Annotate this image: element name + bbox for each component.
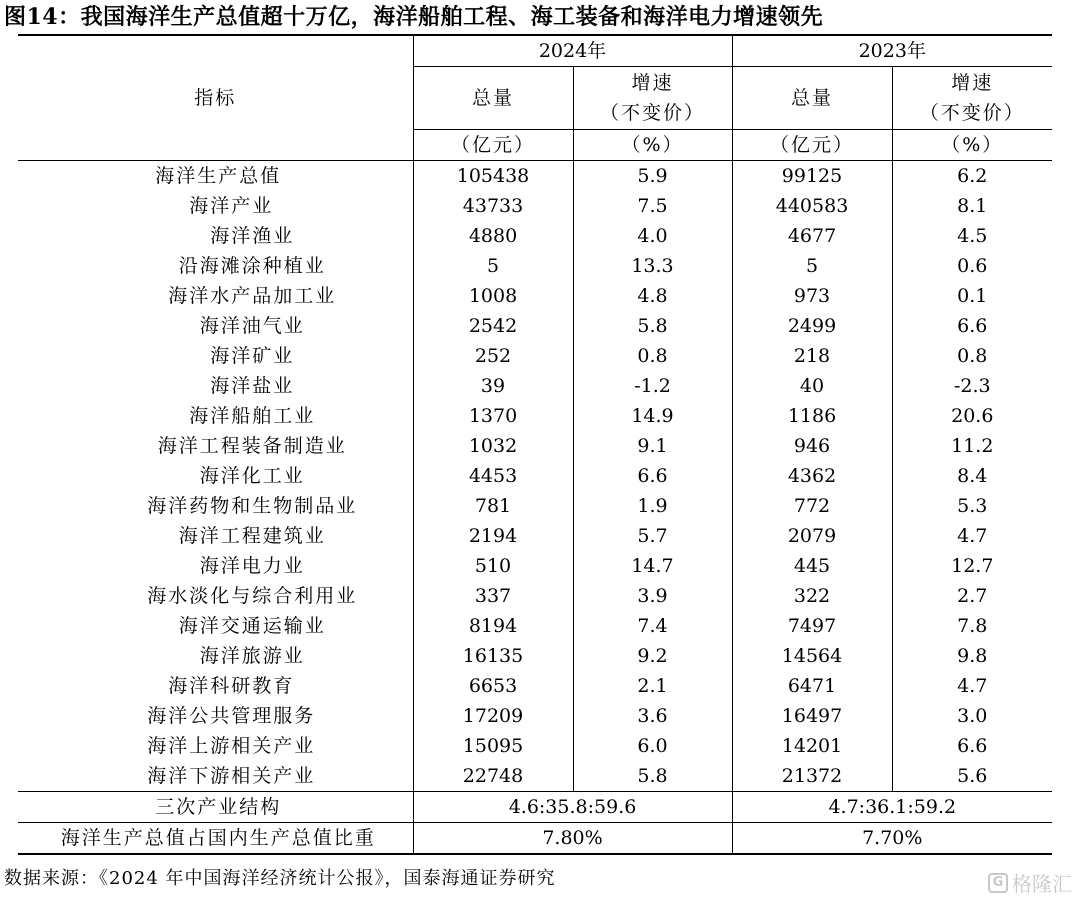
cell-growth-2023: 6.6 xyxy=(892,311,1052,341)
row-label: 海洋公共管理服务 xyxy=(147,705,316,727)
cell-growth-2024: 6.0 xyxy=(573,731,732,761)
table-row xyxy=(18,341,1052,371)
table-row xyxy=(18,311,1052,341)
cell-growth-2023: 6.6 xyxy=(892,731,1052,761)
header-year-2023: 2023年 xyxy=(732,35,1052,67)
header-growth-line2: （不变价） xyxy=(600,102,706,124)
cell-total-2023: 99125 xyxy=(732,161,892,192)
cell-total-2023: 7497 xyxy=(732,611,892,641)
cell-growth-2023: -2.3 xyxy=(892,371,1052,401)
row-label: 海洋化工业 xyxy=(199,465,305,487)
cell-total-2023: 445 xyxy=(732,551,892,581)
cell-growth-2024: 9.2 xyxy=(573,641,732,671)
table-row xyxy=(18,161,1052,192)
cell-growth-2023: 4.7 xyxy=(892,671,1052,701)
cell-growth-2023: 5.3 xyxy=(892,491,1052,521)
table-row-summary xyxy=(18,823,1052,855)
cell-total-2023: 14201 xyxy=(732,731,892,761)
cell-total-2024: 39 xyxy=(413,371,573,401)
cell-growth-2024: 2.1 xyxy=(573,671,732,701)
cell-growth-2023: 4.5 xyxy=(892,221,1052,251)
data-table xyxy=(18,34,1052,855)
cell-growth-2024: 5.8 xyxy=(573,311,732,341)
cell-total-2023: 772 xyxy=(732,491,892,521)
cell-growth-2024: 14.9 xyxy=(573,401,732,431)
header-growth-2024 xyxy=(573,67,732,130)
cell-growth-2023: 5.6 xyxy=(892,761,1052,792)
cell-growth-2024: 1.9 xyxy=(573,491,732,521)
cell-total-2024: 16135 xyxy=(413,641,573,671)
cell-total-2024: 6653 xyxy=(413,671,573,701)
row-label: 海洋药物和生物制品业 xyxy=(147,495,358,517)
cell-total-2024: 2542 xyxy=(413,311,573,341)
cell-merged-2023: 4.7:36.1:59.2 xyxy=(732,792,1052,823)
row-label: 海洋旅游业 xyxy=(199,645,305,667)
table-row xyxy=(18,581,1052,611)
header-row-years xyxy=(18,35,1052,67)
row-label: 海洋盐业 xyxy=(210,375,295,397)
cell-total-2024: 2194 xyxy=(413,521,573,551)
cell-total-2023: 2079 xyxy=(732,521,892,551)
table-row xyxy=(18,521,1052,551)
row-label: 海洋工程装备制造业 xyxy=(157,435,347,457)
row-label: 海洋生产总值占国内生产总值比重 xyxy=(18,823,413,855)
cell-growth-2024: 4.8 xyxy=(573,281,732,311)
cell-total-2024: 8194 xyxy=(413,611,573,641)
cell-growth-2023: 8.1 xyxy=(892,191,1052,221)
cell-growth-2023: 20.6 xyxy=(892,401,1052,431)
cell-growth-2024: 6.6 xyxy=(573,461,732,491)
row-label: 海洋工程建筑业 xyxy=(178,525,326,547)
unit-total-2023: （亿元） xyxy=(732,130,892,161)
cell-total-2023: 16497 xyxy=(732,701,892,731)
cell-growth-2024: 3.6 xyxy=(573,701,732,731)
cell-total-2024: 17209 xyxy=(413,701,573,731)
row-label: 海洋上游相关产业 xyxy=(147,735,316,757)
header-growth-2023 xyxy=(892,67,1052,130)
cell-growth-2023: 0.6 xyxy=(892,251,1052,281)
cell-merged-2024: 4.6:35.8:59.6 xyxy=(413,792,732,823)
row-label: 海洋水产品加工业 xyxy=(168,285,337,307)
cell-growth-2024: 0.8 xyxy=(573,341,732,371)
cell-total-2023: 946 xyxy=(732,431,892,461)
cell-growth-2023: 4.7 xyxy=(892,521,1052,551)
cell-growth-2024: 5.9 xyxy=(573,161,732,192)
cell-growth-2024: 13.3 xyxy=(573,251,732,281)
table-row-summary xyxy=(18,792,1052,823)
cell-growth-2023: 12.7 xyxy=(892,551,1052,581)
cell-total-2024: 781 xyxy=(413,491,573,521)
cell-total-2023: 21372 xyxy=(732,761,892,792)
watermark xyxy=(988,868,1072,897)
table-row xyxy=(18,761,1052,792)
cell-growth-2024: 4.0 xyxy=(573,221,732,251)
cell-growth-2024: 14.7 xyxy=(573,551,732,581)
cell-growth-2024: 7.4 xyxy=(573,611,732,641)
table-row xyxy=(18,221,1052,251)
cell-total-2023: 40 xyxy=(732,371,892,401)
cell-total-2024: 5 xyxy=(413,251,573,281)
cell-total-2023: 218 xyxy=(732,341,892,371)
figure-title: 图14：我国海洋生产总值超十万亿，海洋船舶工程、海工装备和海洋电力增速领先 xyxy=(4,4,824,30)
cell-growth-2024: 9.1 xyxy=(573,431,732,461)
cell-total-2023: 440583 xyxy=(732,191,892,221)
cell-total-2024: 4880 xyxy=(413,221,573,251)
cell-growth-2023: 11.2 xyxy=(892,431,1052,461)
table-row xyxy=(18,611,1052,641)
table-row xyxy=(18,551,1052,581)
header-growth-line1: 增速 xyxy=(951,72,994,94)
row-label: 海洋电力业 xyxy=(199,555,305,577)
table-row xyxy=(18,731,1052,761)
table-row xyxy=(18,251,1052,281)
cell-growth-2023: 2.7 xyxy=(892,581,1052,611)
cell-total-2024: 510 xyxy=(413,551,573,581)
table-row xyxy=(18,281,1052,311)
cell-growth-2024: 5.7 xyxy=(573,521,732,551)
header-year-2024: 2024年 xyxy=(413,35,732,67)
cell-total-2023: 1186 xyxy=(732,401,892,431)
cell-growth-2023: 3.0 xyxy=(892,701,1052,731)
row-label: 海洋船舶工业 xyxy=(189,405,316,427)
table-row xyxy=(18,671,1052,701)
unit-growth-2023: （%） xyxy=(892,130,1052,161)
cell-growth-2024: 7.5 xyxy=(573,191,732,221)
header-growth-line1: 增速 xyxy=(631,72,674,94)
cell-growth-2023: 8.4 xyxy=(892,461,1052,491)
cell-total-2023: 14564 xyxy=(732,641,892,671)
cell-total-2024: 43733 xyxy=(413,191,573,221)
cell-total-2023: 322 xyxy=(732,581,892,611)
cell-total-2024: 1008 xyxy=(413,281,573,311)
cell-growth-2023: 0.8 xyxy=(892,341,1052,371)
row-label: 海洋油气业 xyxy=(199,315,305,337)
cell-total-2024: 337 xyxy=(413,581,573,611)
table-body xyxy=(18,161,1052,855)
cell-growth-2024: -1.2 xyxy=(573,371,732,401)
row-label: 海洋产业 xyxy=(189,195,274,217)
row-label: 沿海滩涂种植业 xyxy=(178,255,326,277)
row-label: 海洋渔业 xyxy=(210,225,295,247)
row-label: 海洋交通运输业 xyxy=(178,615,326,637)
table-row xyxy=(18,641,1052,671)
row-label: 海水淡化与综合利用业 xyxy=(147,585,358,607)
cell-total-2023: 5 xyxy=(732,251,892,281)
cell-growth-2023: 0.1 xyxy=(892,281,1052,311)
cell-growth-2023: 6.2 xyxy=(892,161,1052,192)
cell-total-2024: 105438 xyxy=(413,161,573,192)
cell-growth-2023: 9.8 xyxy=(892,641,1052,671)
source-note: 数据来源：《2024 年中国海洋经济统计公报》，国泰海通证券研究 xyxy=(4,868,556,889)
cell-merged-2024: 7.80% xyxy=(413,823,732,855)
cell-total-2024: 1370 xyxy=(413,401,573,431)
cell-total-2023: 4362 xyxy=(732,461,892,491)
cell-growth-2024: 3.9 xyxy=(573,581,732,611)
cell-total-2023: 4677 xyxy=(732,221,892,251)
table-row xyxy=(18,491,1052,521)
cell-total-2024: 4453 xyxy=(413,461,573,491)
cell-total-2024: 1032 xyxy=(413,431,573,461)
header-total-2023: 总量 xyxy=(732,67,892,130)
table-row xyxy=(18,431,1052,461)
table-row xyxy=(18,461,1052,491)
header-indicator: 指标 xyxy=(18,35,413,161)
header-growth-line2: （不变价） xyxy=(919,102,1025,124)
cell-total-2024: 22748 xyxy=(413,761,573,792)
watermark-text: 格隆汇 xyxy=(1012,872,1072,896)
table-row xyxy=(18,701,1052,731)
watermark-logo-icon: G xyxy=(988,873,1008,893)
unit-growth-2024: （%） xyxy=(573,130,732,161)
table-row xyxy=(18,191,1052,221)
row-label: 海洋矿业 xyxy=(210,345,295,367)
header-total-2024: 总量 xyxy=(413,67,573,130)
cell-growth-2023: 7.8 xyxy=(892,611,1052,641)
cell-total-2024: 252 xyxy=(413,341,573,371)
table-row xyxy=(18,371,1052,401)
table-row xyxy=(18,401,1052,431)
cell-growth-2024: 5.8 xyxy=(573,761,732,792)
cell-total-2023: 6471 xyxy=(732,671,892,701)
row-label: 海洋生产总值 xyxy=(155,165,282,187)
row-label: 三次产业结构 xyxy=(18,792,413,823)
cell-merged-2023: 7.70% xyxy=(732,823,1052,855)
unit-total-2024: （亿元） xyxy=(413,130,573,161)
row-label: 海洋科研教育 xyxy=(168,675,295,697)
cell-total-2023: 973 xyxy=(732,281,892,311)
cell-total-2024: 15095 xyxy=(413,731,573,761)
cell-total-2023: 2499 xyxy=(732,311,892,341)
row-label: 海洋下游相关产业 xyxy=(147,765,316,787)
